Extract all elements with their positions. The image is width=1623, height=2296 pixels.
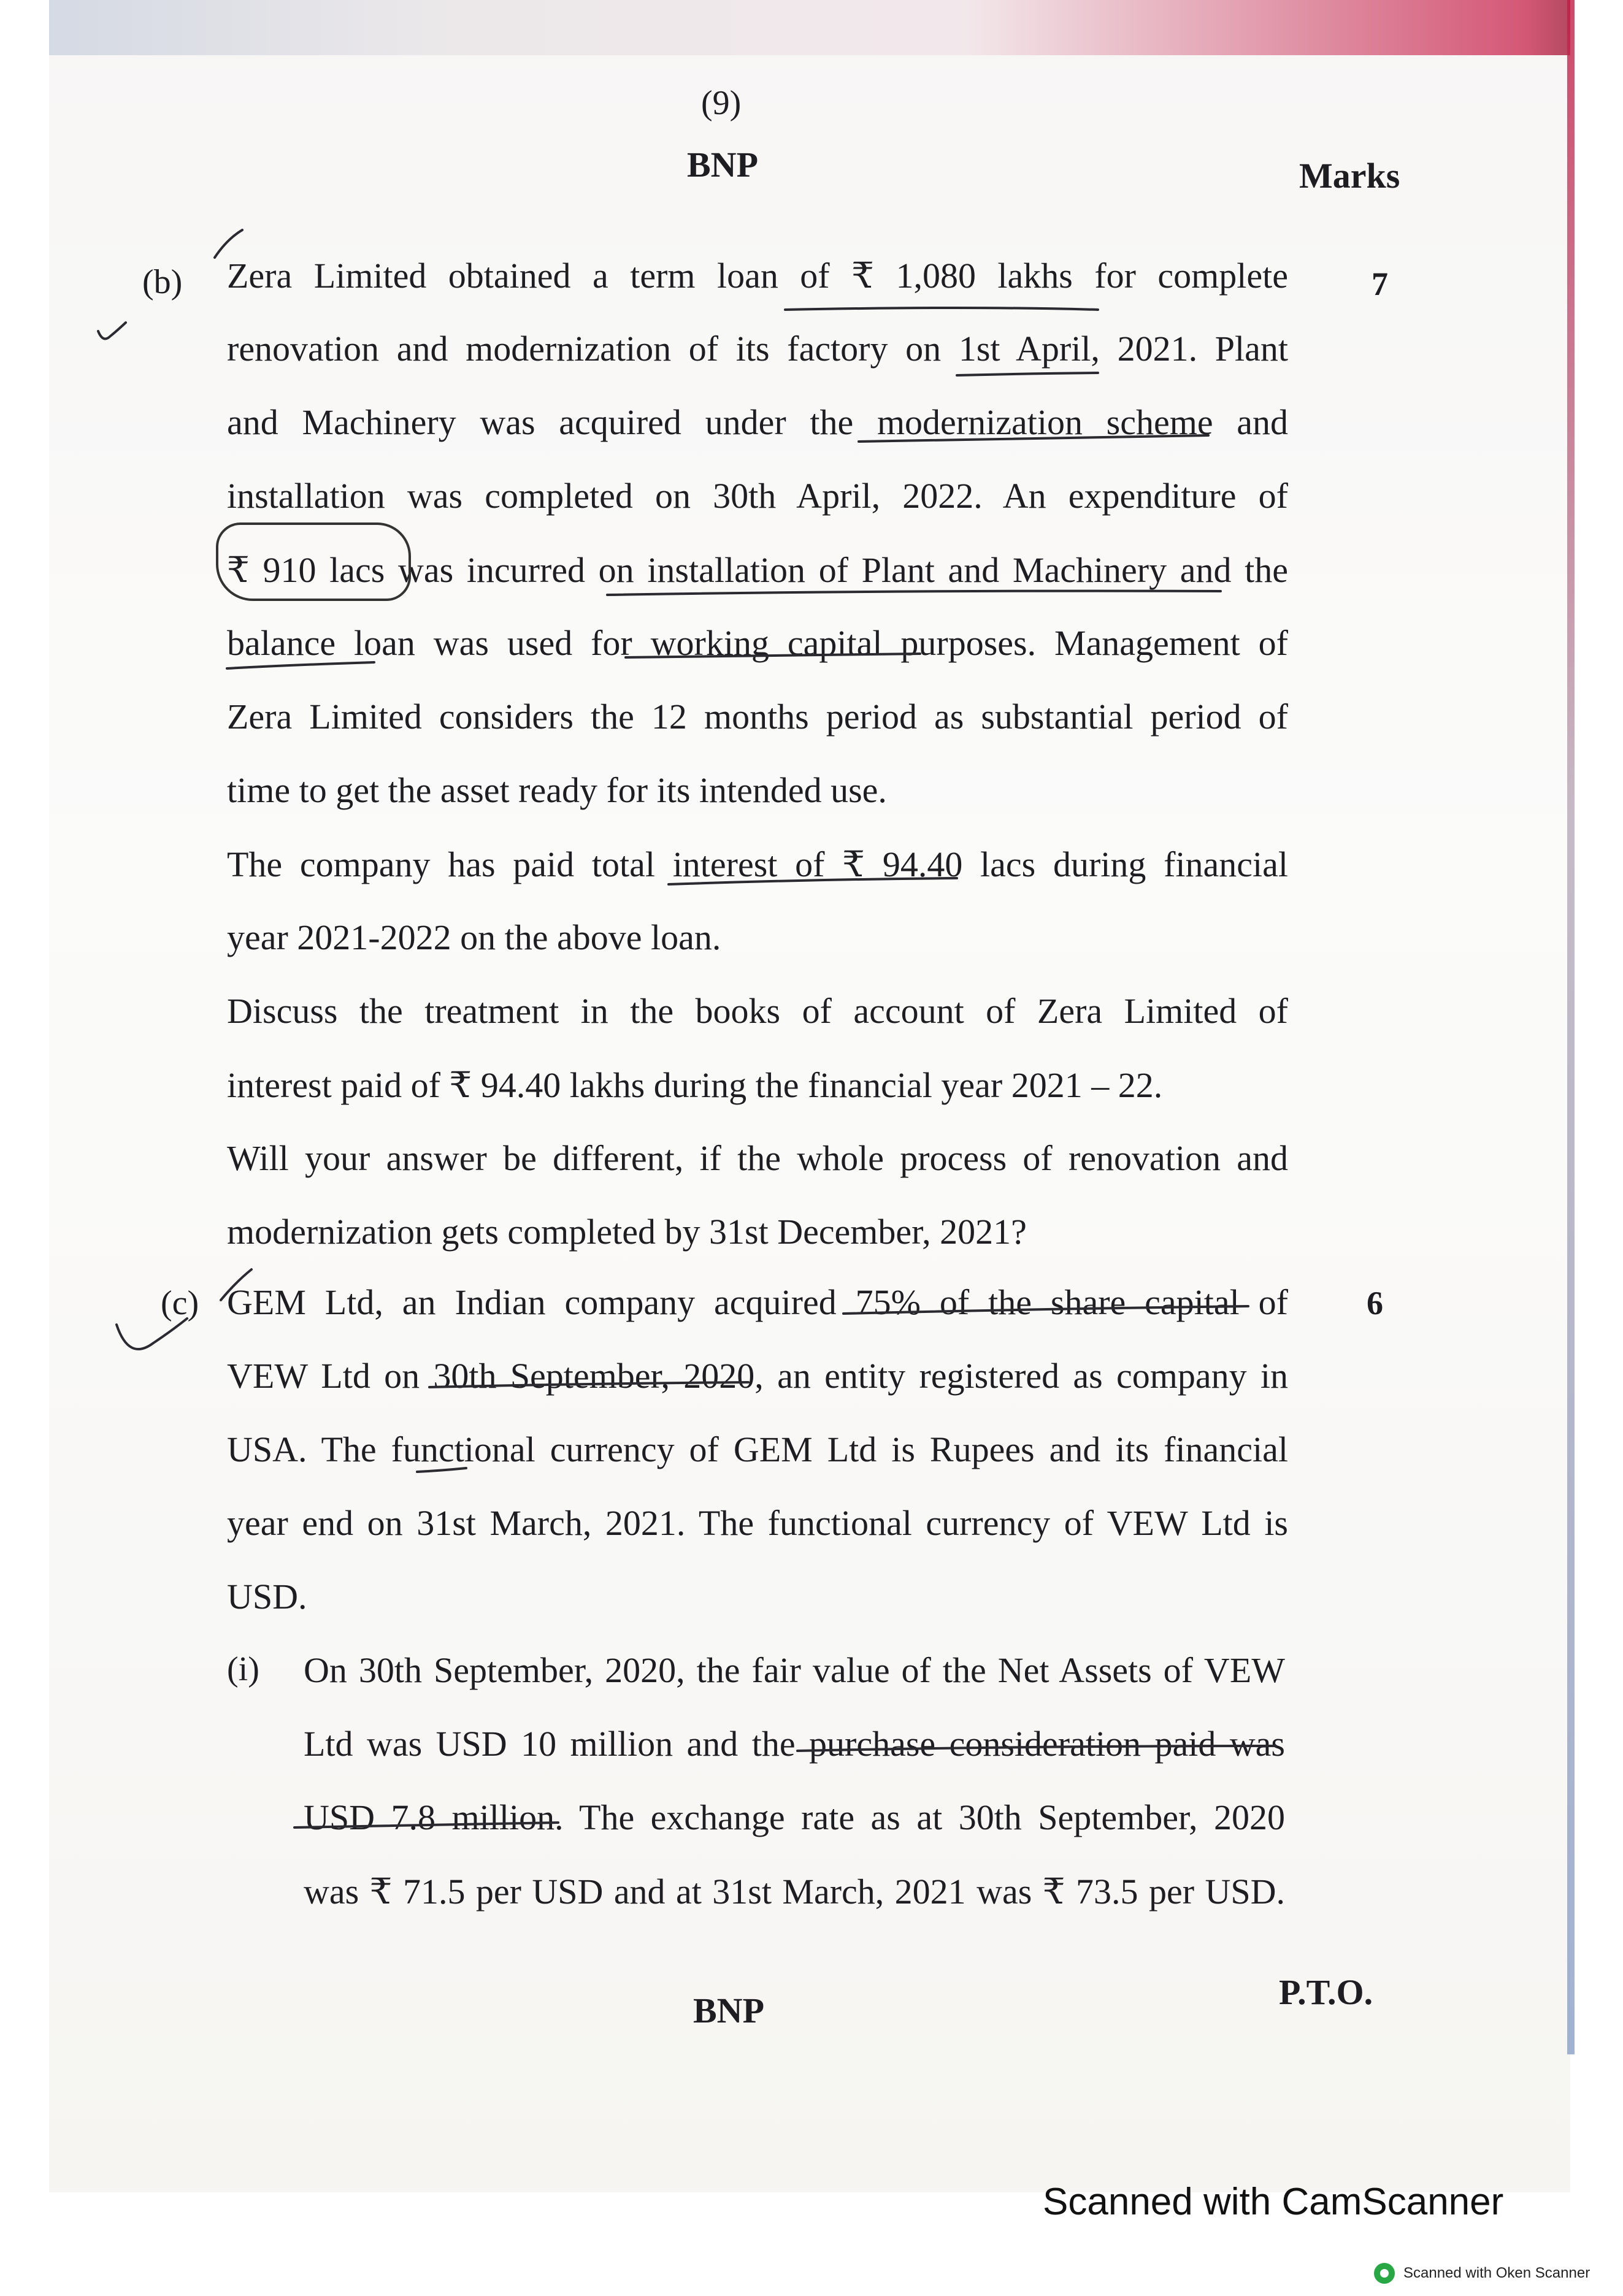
question-b-line: Discuss the treatment in the books of account of Zera Limited of	[227, 991, 1288, 1031]
question-c-line: VEW Ltd on 30th September, 2020, an entity registered as company in	[227, 1356, 1288, 1396]
question-c-line: USD.	[227, 1577, 307, 1617]
pen-tick-mark-b	[98, 323, 126, 339]
question-b-line: modernization gets completed by 31st December, 2021?	[227, 1212, 1027, 1252]
sub-question-i-line: USD 7.8 million. The exchange rate as at 30th September, 2020	[304, 1797, 1285, 1837]
pen-underline	[957, 373, 1098, 375]
question-b-label: (b)	[142, 263, 183, 301]
camscanner-watermark: Scanned with CamScanner	[1043, 2181, 1504, 2223]
question-c-line: USA. The functional currency of GEM Ltd is Rupees and its financial	[227, 1429, 1288, 1469]
question-b-line: renovation and modernization of its factory on 1st April, 2021. Plant	[227, 329, 1288, 369]
question-c-line: year end on 31st March, 2021. The functional currency of VEW Ltd is	[227, 1503, 1288, 1543]
question-b-line: balance loan was used for working capital purposes. Management of	[227, 623, 1288, 663]
pen-underline	[227, 662, 374, 668]
marks-header: Marks	[1299, 156, 1400, 196]
question-b-line: Zera Limited obtained a term loan of ₹ 1,080 lakhs for complete	[227, 256, 1288, 296]
oken-watermark-text: Scanned with Oken Scanner	[1403, 2265, 1590, 2281]
question-c-marks: 6	[1367, 1285, 1383, 1322]
pen-underline	[859, 435, 1208, 442]
sub-question-i-line: On 30th September, 2020, the fair value of the Net Assets of VEW	[304, 1650, 1285, 1690]
paper-code-top: BNP	[687, 145, 758, 185]
pen-underline	[607, 591, 1221, 595]
question-b-marks: 7	[1372, 266, 1388, 302]
pen-underline	[294, 1823, 558, 1827]
page-number: (9)	[701, 84, 742, 122]
question-c-label: (c)	[161, 1284, 199, 1322]
pen-tick-mark-c	[117, 1318, 187, 1349]
question-b-line: and Machinery was acquired under the modernization scheme and	[227, 402, 1288, 442]
pen-underline	[843, 1306, 1248, 1314]
pto-label: P.T.O.	[1279, 1972, 1373, 2012]
question-b-line: installation was completed on 30th April, 2022. An expenditure of	[227, 476, 1288, 516]
question-c-line: GEM Ltd, an Indian company acquired 75% of the share capital of	[227, 1282, 1288, 1322]
pen-underline	[429, 1382, 748, 1387]
question-b-line: ₹ 910 lacs was incurred on installation of Plant and Machinery and the	[227, 550, 1288, 590]
question-b-line: The company has paid total interest of ₹ 94.40 lacs during financial	[227, 844, 1288, 884]
question-b-line: year 2021-2022 on the above loan.	[227, 917, 721, 957]
sub-question-i-line: was ₹ 71.5 per USD and at 31st March, 2021 was ₹ 73.5 per USD.	[304, 1872, 1285, 1911]
question-b-line: Will your answer be different, if the whole process of renovation and	[227, 1138, 1288, 1178]
question-b-line: Zera Limited considers the 12 months period as substantial period of	[227, 697, 1288, 737]
question-b-line: time to get the asset ready for its intended use.	[227, 770, 887, 810]
pen-underline	[417, 1468, 466, 1472]
sub-question-i-line: Ltd was USD 10 million and the purchase consideration paid was	[304, 1724, 1285, 1764]
pen-underline	[785, 308, 1098, 310]
pen-underline	[797, 1746, 1276, 1751]
sub-question-i-label: (i)	[227, 1650, 259, 1688]
question-b-line: interest paid of ₹ 94.40 lakhs during the financial year 2021 – 22.	[227, 1065, 1163, 1105]
pen-underline	[669, 878, 957, 884]
pen-tick-mark-c-slash	[221, 1269, 251, 1300]
pen-tick-mark-b-slash	[215, 230, 242, 258]
pen-underline	[626, 654, 920, 657]
paper-code-bottom: BNP	[693, 1991, 764, 2030]
